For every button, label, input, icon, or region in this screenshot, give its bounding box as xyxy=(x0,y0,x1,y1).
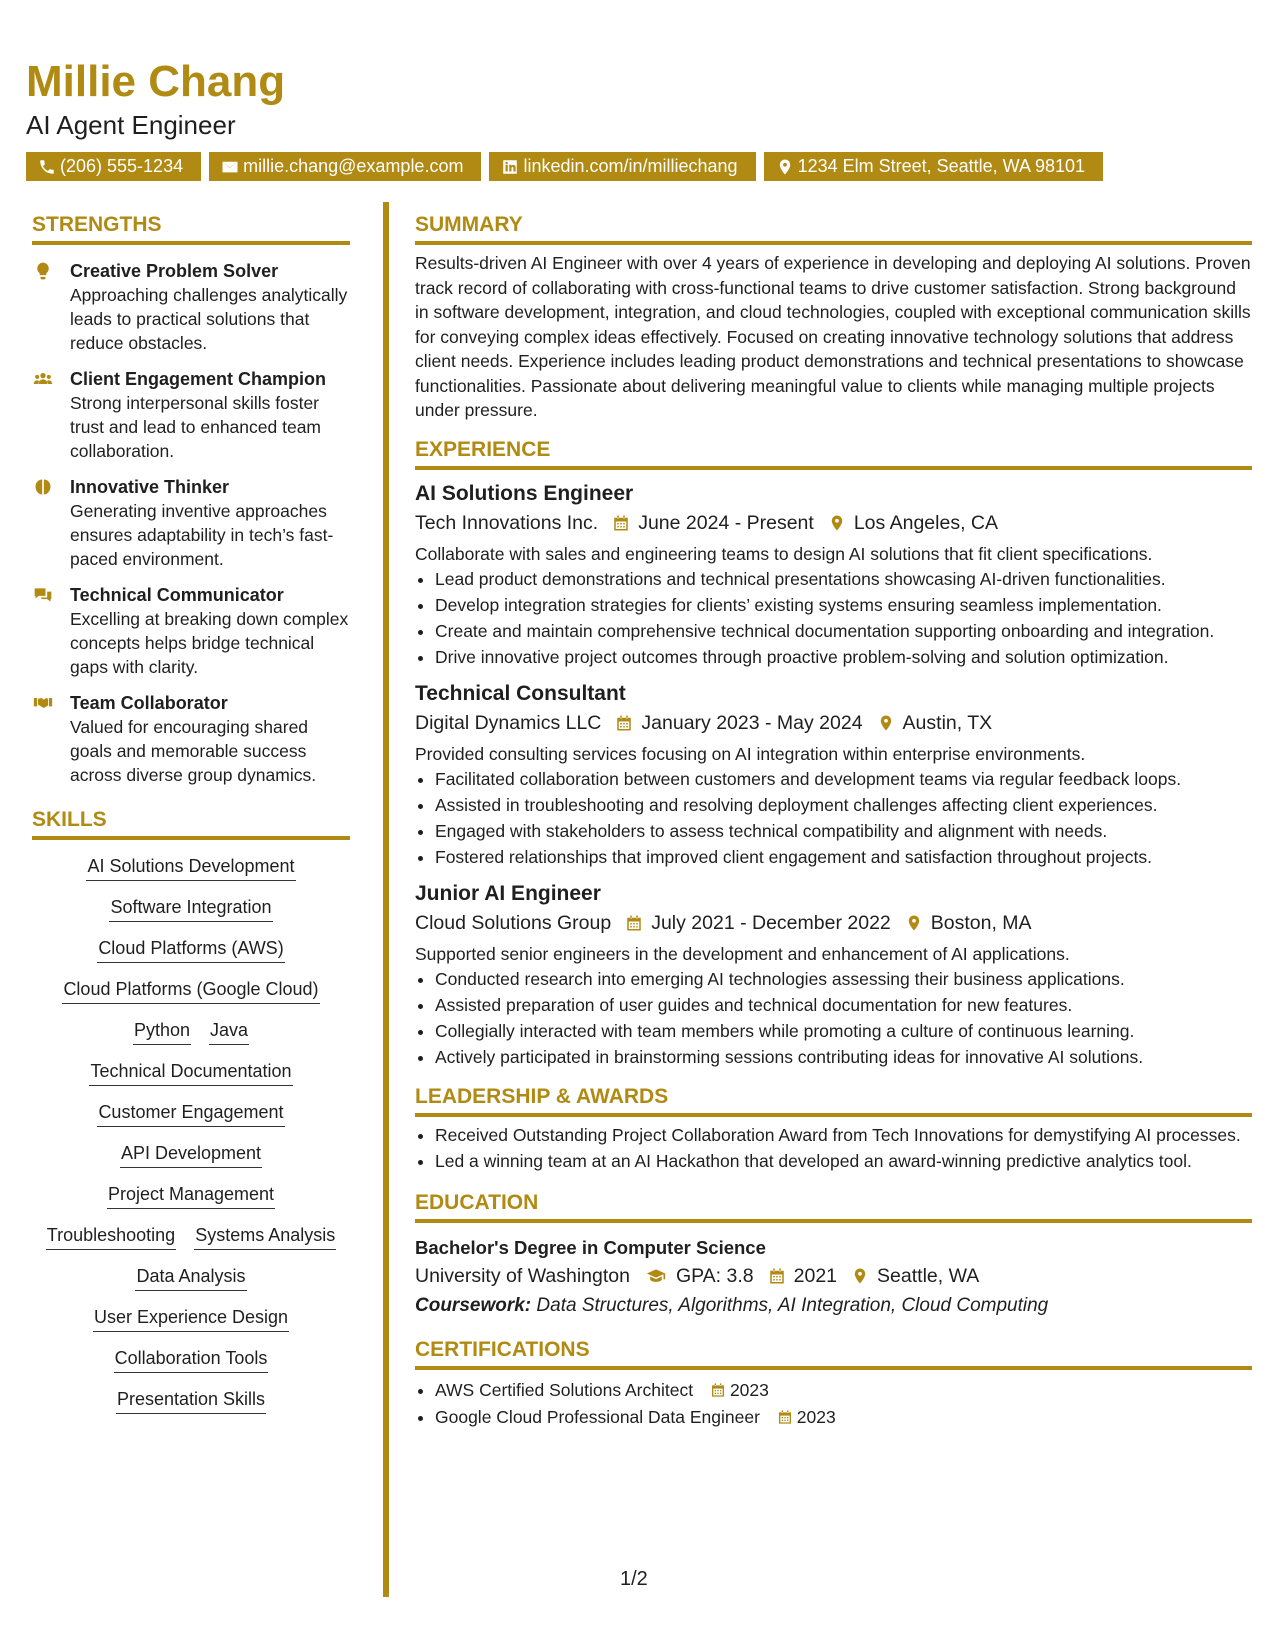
skill-tag: Technical Documentation xyxy=(89,1059,292,1086)
job-title: Junior AI Engineer xyxy=(415,881,601,905)
envelope-icon xyxy=(221,158,239,176)
skill-tag: Collaboration Tools xyxy=(114,1346,269,1373)
skill-tag: Systems Analysis xyxy=(194,1223,336,1250)
coursework xyxy=(415,1291,1252,1321)
job-summary: Provided consulting services focusing on AI integration within enterprise environments. xyxy=(415,743,1086,764)
coursework-list: Data Structures, Algorithms, AI Integration, Cloud Computing xyxy=(536,1294,1049,1316)
summary-heading: SUMMARY xyxy=(415,212,1252,245)
location-pin-icon xyxy=(776,158,794,176)
graduation-cap-icon xyxy=(644,1266,668,1286)
skill-tag: Java xyxy=(209,1018,249,1045)
strength-title: Team Collaborator xyxy=(70,693,228,713)
skill-tag: User Experience Design xyxy=(93,1305,289,1332)
strength-item xyxy=(32,583,350,679)
phone-icon xyxy=(38,158,56,176)
strength-title: Technical Communicator xyxy=(70,585,284,605)
bullet-item: • Engaged with stakeholders to assess technical compatibility and alignment with needs. xyxy=(435,819,1252,844)
right-column xyxy=(415,212,1252,1431)
job-location: Los Angeles, CA xyxy=(853,511,999,534)
school-name: University of Washington xyxy=(415,1264,630,1287)
contact-address[interactable] xyxy=(764,152,1104,181)
strength-item xyxy=(32,691,350,787)
job-title-headline: AI Agent Engineer xyxy=(26,110,236,140)
certifications-list xyxy=(415,1378,1252,1430)
location-pin-icon xyxy=(828,513,846,533)
contact-linkedin[interactable] xyxy=(489,152,755,181)
resume-name: Millie Chang xyxy=(26,57,286,106)
contact-address-text: 1234 Elm Street, Seattle, WA 98101 xyxy=(797,156,1086,176)
comments-icon xyxy=(32,585,54,605)
degree-name: Bachelor's Degree in Computer Science xyxy=(415,1236,766,1258)
skill-tag: Software Integration xyxy=(109,895,272,922)
job-bullets xyxy=(415,967,1252,1070)
strength-title: Client Engagement Champion xyxy=(70,369,327,389)
lightbulb-icon xyxy=(32,261,54,281)
skill-tag: Presentation Skills xyxy=(116,1387,266,1414)
location-pin-icon xyxy=(905,913,923,933)
strength-desc: Excelling at breaking down complex concepts helps bridge technical gaps with clarity. xyxy=(70,609,349,677)
job-entry xyxy=(415,680,1252,870)
skill-tag: Troubleshooting xyxy=(46,1223,176,1250)
calendar-icon xyxy=(625,913,643,933)
job-dates: July 2021 - December 2022 xyxy=(651,911,891,934)
job-meta xyxy=(415,508,1252,538)
strength-desc: Valued for encouraging shared goals and memorable success across diverse group dynamics. xyxy=(70,717,317,785)
strengths-heading: STRENGTHS xyxy=(32,212,350,245)
bullet-item: • Actively participated in brainstorming sessions contributing ideas for innovative AI solutions. xyxy=(435,1045,1252,1070)
certification-item xyxy=(435,1378,1252,1403)
job-entry xyxy=(415,880,1252,1070)
calendar-icon xyxy=(615,713,633,733)
leadership-bullets xyxy=(415,1123,1252,1174)
bullet-item: • Drive innovative project outcomes through proactive problem-solving and solution optimization. xyxy=(435,645,1252,670)
strength-desc: Generating inventive approaches ensures adaptability in tech’s fast-paced environment. xyxy=(70,501,334,569)
strength-title: Innovative Thinker xyxy=(70,477,230,497)
bullet-item: • Create and maintain comprehensive technical documentation supporting onboarding and integration. xyxy=(435,619,1252,644)
certification-name: AWS Certified Solutions Architect xyxy=(435,1379,694,1400)
job-title: Technical Consultant xyxy=(415,681,626,705)
job-meta xyxy=(415,708,1252,738)
school-location: Seattle, WA xyxy=(877,1264,980,1287)
bullet-item: • Facilitated collaboration between customers and development teams via regular feedback loops. xyxy=(435,767,1252,792)
page-number: 1/2 xyxy=(620,1568,648,1590)
handshake-icon xyxy=(32,693,54,713)
contact-email[interactable] xyxy=(209,152,481,181)
users-icon xyxy=(32,369,54,389)
contact-phone[interactable] xyxy=(26,152,201,181)
location-pin-icon xyxy=(877,713,895,733)
bullet-item: • Develop integration strategies for clients’ existing systems ensuring seamless implementation. xyxy=(435,593,1252,618)
company-name: Cloud Solutions Group xyxy=(415,911,612,934)
job-title: AI Solutions Engineer xyxy=(415,481,634,505)
job-summary: Supported senior engineers in the development and enhancement of AI applications. xyxy=(415,943,1070,964)
skill-tag: API Development xyxy=(120,1141,262,1168)
contact-email-text: millie.chang@example.com xyxy=(243,156,464,176)
company-name: Tech Innovations Inc. xyxy=(415,511,599,534)
location-pin-icon xyxy=(851,1266,869,1286)
job-dates: June 2024 - Present xyxy=(638,511,814,534)
certification-item xyxy=(435,1405,1252,1430)
experience-heading: EXPERIENCE xyxy=(415,437,1252,470)
calendar-icon xyxy=(768,1266,786,1286)
education-meta xyxy=(415,1261,1252,1291)
bullet-item: • Assisted in troubleshooting and resolving deployment challenges affecting client experiences. xyxy=(435,793,1252,818)
job-location: Austin, TX xyxy=(902,711,993,734)
job-bullets xyxy=(415,567,1252,670)
job-entry xyxy=(415,480,1252,670)
bullet-item: • Assisted preparation of user guides and technical documentation for new features. xyxy=(435,993,1252,1018)
bullet-item: • Received Outstanding Project Collaboration Award from Tech Innovations for demystifying AI processes. xyxy=(435,1123,1252,1148)
strength-item xyxy=(32,259,350,355)
calendar-icon xyxy=(710,1381,726,1399)
contact-phone-text: (206) 555-1234 xyxy=(60,156,184,176)
skill-tag: Customer Engagement xyxy=(97,1100,284,1127)
skills-heading: SKILLS xyxy=(32,807,350,840)
certifications-heading: CERTIFICATIONS xyxy=(415,1337,1252,1370)
linkedin-icon xyxy=(501,158,519,176)
skill-tag: Cloud Platforms (AWS) xyxy=(97,936,284,963)
skill-tag: Cloud Platforms (Google Cloud) xyxy=(62,977,319,1004)
job-bullets xyxy=(415,767,1252,870)
column-divider xyxy=(383,202,389,1597)
left-column xyxy=(32,212,350,1428)
summary-text: Results-driven AI Engineer with over 4 years of experience in developing and deploying AI solutions. Proven track record of collaborating with cross-functional teams to drive customer satisfaction. Strong background in software development, integration, and cloud technologies, coupled with exceptional communication skills for conveying complex ideas effectively. Focused on creating innovative technology solutions that address client needs. Experience includes leading product demonstrations and technical presentations to showcase functionalities. Passionate about delivering meaningful value to clients while managing multiple projects under pressure. xyxy=(415,253,1251,420)
skill-tag: Data Analysis xyxy=(135,1264,246,1291)
leadership-heading: LEADERSHIP & AWARDS xyxy=(415,1084,1252,1117)
bullet-item: • Lead product demonstrations and technical presentations showcasing AI-driven functionalities. xyxy=(435,567,1252,592)
company-name: Digital Dynamics LLC xyxy=(415,711,602,734)
strength-item xyxy=(32,367,350,463)
job-location: Boston, MA xyxy=(930,911,1032,934)
certification-name: Google Cloud Professional Data Engineer xyxy=(435,1406,760,1427)
strength-desc: Strong interpersonal skills foster trust and lead to enhanced team collaboration. xyxy=(70,393,322,461)
graduation-year: 2021 xyxy=(793,1264,838,1287)
bullet-item: • Led a winning team at an AI Hackathon that developed an award-winning predictive analytics tool. xyxy=(435,1149,1252,1174)
bullet-item: • Collegially interacted with team members while promoting a culture of continuous learning. xyxy=(435,1019,1252,1044)
strength-title: Creative Problem Solver xyxy=(70,261,279,281)
calendar-icon xyxy=(612,513,630,533)
bullet-item: • Conducted research into emerging AI technologies assessing their business applications. xyxy=(435,967,1252,992)
certification-year: 2023 xyxy=(796,1406,836,1427)
skills-list xyxy=(32,854,350,1414)
skill-tag: Python xyxy=(133,1018,191,1045)
certification-year: 2023 xyxy=(729,1379,769,1400)
contact-linkedin-text: linkedin.com/in/milliechang xyxy=(523,156,738,176)
bullet-item: • Fostered relationships that improved client engagement and satisfaction throughout projects. xyxy=(435,845,1252,870)
job-meta xyxy=(415,908,1252,938)
gpa: GPA: 3.8 xyxy=(675,1264,754,1287)
brain-icon xyxy=(32,477,54,497)
contact-bar xyxy=(26,152,1103,181)
skill-tag: Project Management xyxy=(107,1182,275,1209)
education-heading: EDUCATION xyxy=(415,1190,1252,1223)
job-dates: January 2023 - May 2024 xyxy=(641,711,863,734)
skill-tag: AI Solutions Development xyxy=(86,854,295,881)
strength-desc: Approaching challenges analytically leads to practical solutions that reduce obstacles. xyxy=(70,285,348,353)
calendar-icon xyxy=(777,1408,793,1426)
job-summary: Collaborate with sales and engineering teams to design AI solutions that fit client specifications. xyxy=(415,543,1153,564)
coursework-label: Coursework: xyxy=(415,1294,532,1316)
strength-item xyxy=(32,475,350,571)
